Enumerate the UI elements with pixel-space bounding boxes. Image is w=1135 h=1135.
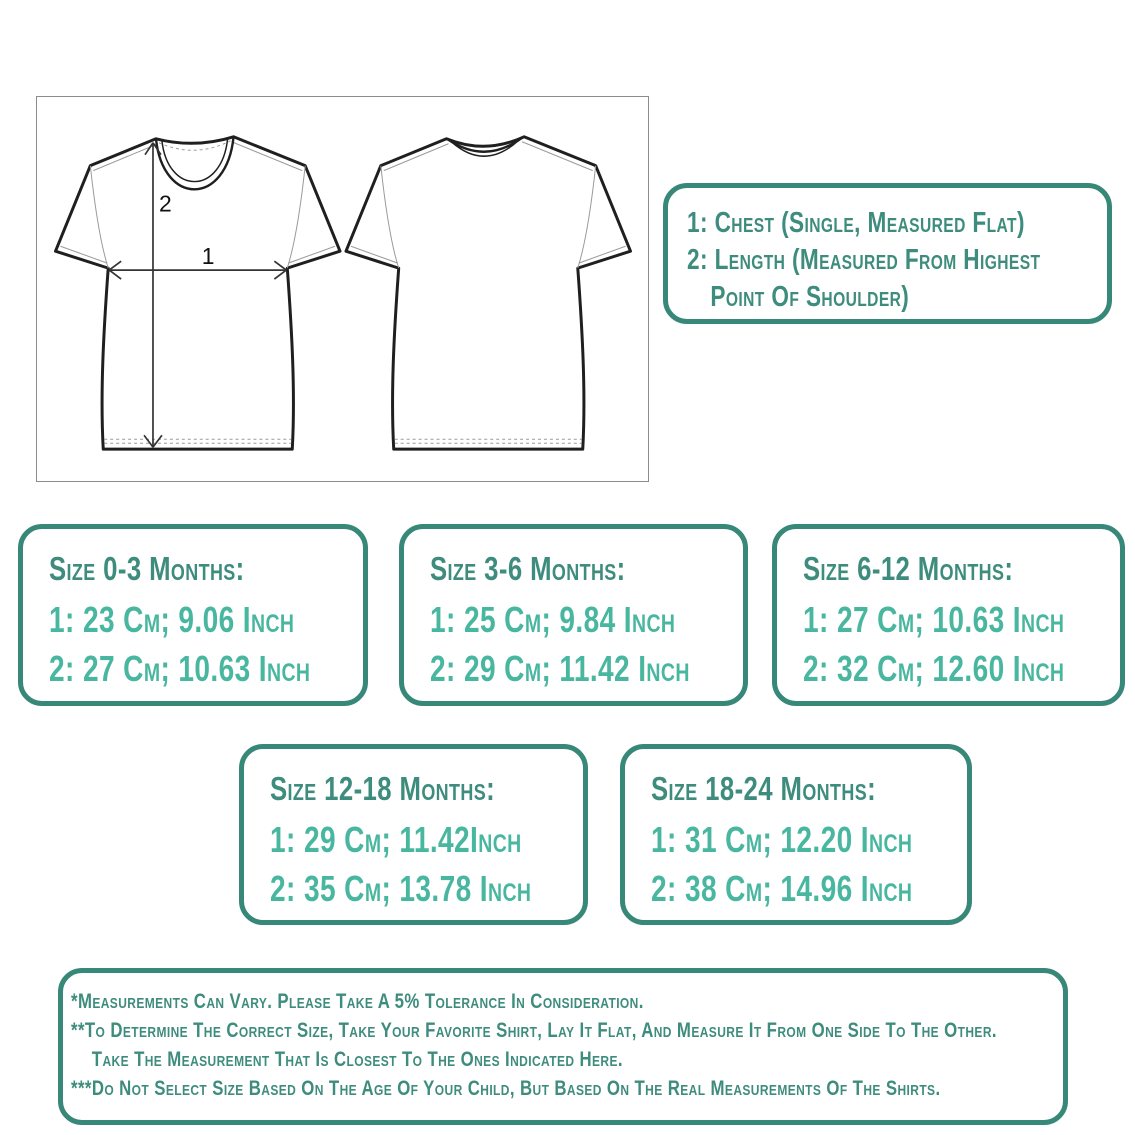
note-tolerance: *Measurements Can Vary. Please Take A 5% Tolerance In Consideration. xyxy=(71,990,644,1013)
legend-line-length-cont: Point Of Shoulder) xyxy=(710,281,910,313)
size-chest-line: 1: 23 Cm; 9.06 Inch xyxy=(49,599,295,640)
back-shirt-drawing xyxy=(346,137,631,449)
notes-box xyxy=(58,968,1068,1125)
note-how-to-measure: **To Determine The Correct Size, Take Your Favorite Shirt, Lay It Flat, And Measure It From One Side To The Other. xyxy=(71,1019,997,1042)
length-measure-label: 2 xyxy=(158,190,172,217)
tshirt-diagram xyxy=(37,97,648,481)
size-length-line: 2: 29 Cm; 11.42 Inch xyxy=(430,648,690,689)
size-box-title: Size 12-18 Months: xyxy=(270,770,496,807)
size-length-line: 2: 27 Cm; 10.63 Inch xyxy=(49,648,311,689)
size-box-6-12-months xyxy=(772,524,1125,706)
size-length-line: 2: 38 Cm; 14.96 Inch xyxy=(651,868,913,909)
size-box-3-6-months xyxy=(399,524,748,706)
size-box-title: Size 3-6 Months: xyxy=(430,550,626,587)
size-length-line: 2: 35 Cm; 13.78 Inch xyxy=(270,868,532,909)
size-box-18-24-months xyxy=(620,744,972,925)
note-age-warning: ***Do Not Select Size Based On The Age Of Your Child, But Based On The Real Measurements Of The Shirts. xyxy=(71,1077,941,1100)
size-chest-line: 1: 29 Cm; 11.42Inch xyxy=(270,819,522,860)
measurement-legend-box xyxy=(663,183,1112,324)
size-length-line: 2: 32 Cm; 12.60 Inch xyxy=(803,648,1065,689)
front-shirt-drawing xyxy=(55,137,340,449)
tshirt-diagram-frame xyxy=(36,96,649,482)
size-box-title: Size 6-12 Months: xyxy=(803,550,1014,587)
size-box-12-18-months xyxy=(239,744,588,925)
legend-line-length: 2: Length (Measured From Highest xyxy=(687,244,1041,276)
size-chest-line: 1: 27 Cm; 10.63 Inch xyxy=(803,599,1065,640)
size-box-title: Size 18-24 Months: xyxy=(651,770,877,807)
size-chest-line: 1: 25 Cm; 9.84 Inch xyxy=(430,599,676,640)
chest-measure-label: 1 xyxy=(201,243,215,270)
size-box-title: Size 0-3 Months: xyxy=(49,550,245,587)
size-box-0-3-months xyxy=(18,524,368,706)
legend-line-chest: 1: Chest (Single, Measured Flat) xyxy=(687,207,1025,239)
size-chest-line: 1: 31 Cm; 12.20 Inch xyxy=(651,819,913,860)
note-how-to-measure-cont: Take The Measurement That Is Closest To The Ones Indicated Here. xyxy=(91,1048,623,1071)
